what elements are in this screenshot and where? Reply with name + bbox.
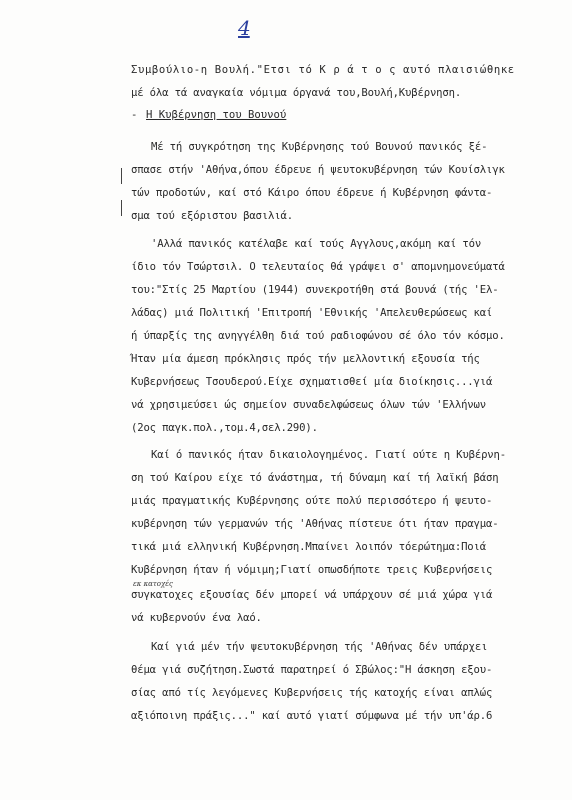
text-line: Ήταν μία άμεση πρόκλησις πρός τήν μελλοντική εξουσία τής [131, 353, 480, 365]
text-line: Καί ό πανικός ήταν δικαιολογημένος. Γιατί ούτε η Κυβέρνη- [151, 449, 506, 461]
text-line: θέμα γιά συζήτηση.Σωστά παρατηρεί ό Σβώλος:"Η άσκηση εξου- [131, 664, 493, 676]
handwritten-insert: εκ κατοχές [133, 580, 173, 588]
text-line: ίδιο τόν Τσώρτσιλ. Ο τελευταίος θά γράψει σ' απομνημονεύματά [131, 261, 505, 273]
text-line: του:"Στίς 25 Μαρτίου (1944) συνεκροτήθη στά βουνά (τής 'Ελ- [131, 284, 499, 296]
text-line: μέ όλα τά αναγκαία νόμιμα όργανά του,Βουλή,Κυβέρνηση. [131, 87, 462, 99]
text-line: σπασε στήν 'Αθήνα,όπου έδρευε ή ψευτοκυβέρνηση τών Κουίσλιγκ [131, 164, 505, 176]
text-line: αξιόποινη πράξις..." καί αυτό γιατί σύμφωνα μέ τήν υπ'άρ.6 [131, 710, 493, 722]
text-line: Κυβέρνηση ήταν ή νόμιμη;Γιατί οπωσδήποτε τρεις Κυβερνήσεις [131, 564, 493, 576]
text-line: κυβέρνηση τών γερμανών τής 'Αθήνας πίστευε ότι ήταν πραγμα- [131, 518, 499, 530]
text-line: νά κυβερνούν ένα λαό. [131, 612, 262, 624]
text-line: Συμβούλιο-η Βουλή."Ετσι τό Κ ρ ά τ ο ς αυτό πλαισιώθηκε [131, 64, 515, 76]
text-line: Καί γιά μέν τήν ψευτοκυβέρνηση τής 'Αθήνας δέν υπάρχει [151, 641, 488, 653]
text-line: σμα τού εξόριστου βασιλιά. [131, 210, 293, 222]
text-line: νά χρησιμεύσει ώς σημείον συναδελφώσεως όλων τών 'Ελλήνων [131, 399, 486, 411]
text-line: μιάς πραγματικής Κυβέρνησης ούτε πολύ περισσότερο ή ψευτο- [131, 495, 493, 507]
text-line: ή ύπαρξίς της ανηγγέλθη διά τού ραδιοφώνου σέ όλο τόν κόσμο. [131, 330, 505, 342]
text-line: ση τού Καίρου είχε τό άνάστημα, τή δύναμη καί τή λαϊκή βάση [131, 472, 499, 484]
margin-mark [121, 200, 122, 216]
page-number: 4 [238, 16, 250, 40]
text-line: (2ος παγκ.πολ.,τομ.4,σελ.290). [131, 422, 318, 434]
text-line: λάδας) μιά Πολιτική 'Επιτροπή 'Εθνικής 'Απελευθερώσεως καί [131, 307, 493, 319]
text-line: Κυβερνήσεως Τσουδερού.Είχε σχηματισθεί μία διοίκησις...γιά [131, 376, 493, 388]
text-line: συγκατοχες εξουσίας δέν μπορεί νά υπάρχουν σέ μιά χώρα γιά [131, 589, 493, 601]
text-line: σίας από τίς λεγόμενες Κυβερνήσεις τής κατοχής είναι απλώς [131, 687, 493, 699]
text-line: τών προδοτών, καί στό Κάιρο όπου έδρευε ή Κυβέρνηση φάντα- [131, 187, 493, 199]
text-line: Μέ τή συγκρότηση της Κυβέρνησης τού Βουνού πανικός ξέ- [151, 141, 488, 153]
section-heading: Η Κυβέρνηση του Βουνού [146, 109, 287, 121]
text-line: τικά μιά ελληνική Κυβέρνηση.Μπαίνει λοιπόν τόερώτημα:Ποιά [131, 541, 486, 553]
text-line: 'Αλλά πανικός κατέλαβε καί τούς Αγγλους,ακόμη καί τόν [151, 238, 482, 250]
heading-bullet: - [131, 109, 138, 121]
margin-mark [121, 168, 122, 184]
